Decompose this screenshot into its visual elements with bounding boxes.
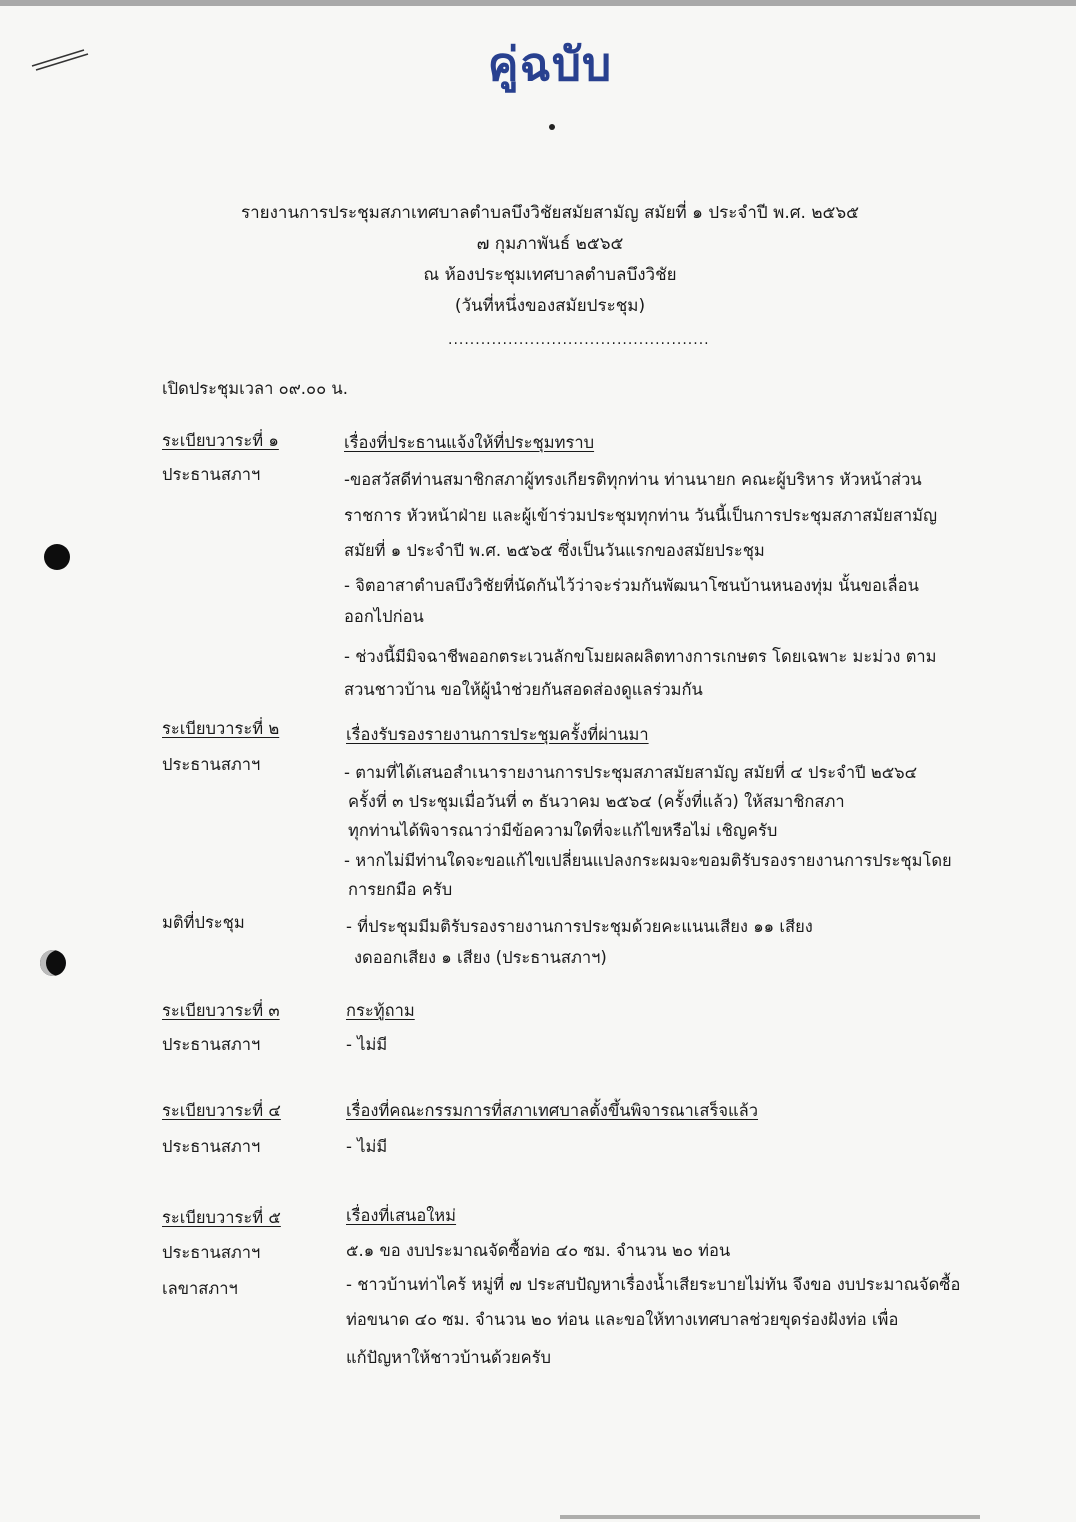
- agenda-2-label: ระเบียบวาระที่ ๒: [162, 719, 280, 738]
- agenda-1-label: ระเบียบวาระที่ ๑: [162, 431, 279, 450]
- agenda-2-line: ทุกท่านได้พิจารณาว่ามีข้อความใดที่จะแก้ไขหรือไม่ เชิญครับ: [348, 821, 778, 840]
- agenda-4-speaker: ประธานสภาฯ: [162, 1137, 261, 1156]
- agenda-1-line: - ช่วงนี้มีมิจฉาชีพออกตระเวนลักขโมยผลผลิตทางการเกษตร โดยเฉพาะ มะม่วง ตาม: [344, 647, 937, 666]
- agenda-2-speaker: ประธานสภาฯ: [162, 755, 261, 774]
- agenda-5-label: ระเบียบวาระที่ ๕: [162, 1208, 281, 1227]
- agenda-5-speaker: ประธานสภาฯ: [162, 1243, 261, 1262]
- agenda-1-line: สมัยที่ ๑ ประจำปี พ.ศ. ๒๕๖๕ ซึ่งเป็นวันแรกของสมัยประชุม: [344, 541, 765, 560]
- agenda-2-line: - ตามที่ได้เสนอสำเนารายงานการประชุมสภาสมัยสามัญ สมัยที่ ๔ ประจำปี ๒๕๖๔: [344, 763, 918, 782]
- agenda-5-line: ท่อขนาด ๔๐ ซม. จำนวน ๒๐ ท่อน และขอให้ทางเทศบาลช่วยขุดร่องฝังท่อ เพื่อ: [346, 1310, 899, 1329]
- document-header: [200, 198, 900, 322]
- resolution-line: งดออกเสียง ๑ เสียง (ประธานสภาฯ): [354, 948, 607, 967]
- agenda-2-line: การยกมือ ครับ: [348, 880, 453, 899]
- header-date: ๗ กุมภาพันธ์ ๒๕๖๕: [476, 234, 624, 254]
- agenda-1-line: ออกไปก่อน: [344, 607, 424, 626]
- header-session: (วันที่หนึ่งของสมัยประชุม): [454, 296, 646, 316]
- punch-hole-icon: [44, 544, 70, 570]
- pen-mark-icon: [30, 40, 94, 74]
- punch-hole-icon: [40, 950, 66, 976]
- agenda-5-line: แก้ปัญหาให้ชาวบ้านด้วยครับ: [346, 1348, 552, 1367]
- resolution-line: - ที่ประชุมมีมติรับรองรายงานการประชุมด้วยคะแนนเสียง ๑๑ เสียง: [346, 917, 813, 936]
- agenda-5-line: - ชาวบ้านท่าไคร้ หมู่ที่ ๗ ประสบปัญหาเรื่องน้ำเสียระบายไม่ทัน จึงขอ งบประมาณจัดซื้อ: [346, 1275, 961, 1294]
- agenda-4-text: - ไม่มี: [346, 1137, 388, 1156]
- dot-mark: [549, 124, 555, 130]
- header-divider: ................................................: [448, 332, 710, 348]
- copy-stamp: คู่ฉบับ: [487, 37, 613, 91]
- header-venue: ณ ห้องประชุมเทศบาลตำบลบึงวิชัย: [423, 265, 677, 285]
- agenda-1-line: -ขอสวัสดีท่านสมาชิกสภาผู้ทรงเกียรติทุกท่าน ท่านนายก คณะผู้บริหาร หัวหน้าส่วน: [344, 470, 922, 489]
- agenda-3-title: กระทู้ถาม: [346, 1001, 415, 1020]
- header-title: รายงานการประชุมสภาเทศบาลตำบลบึงวิชัยสมัยสามัญ สมัยที่ ๑ ประจำปี พ.ศ. ๒๕๖๕: [240, 203, 860, 223]
- open-time: เปิดประชุมเวลา ๐๙.๐๐ น.: [162, 379, 348, 398]
- agenda-2-line: - หากไม่มีท่านใดจะขอแก้ไขเปลี่ยนแปลงกระผมจะขอมติรับรองรายงานการประชุมโดย: [344, 851, 952, 870]
- agenda-2-line: ครั้งที่ ๓ ประชุมเมื่อวันที่ ๓ ธันวาคม ๒๕๖๔ (ครั้งที่แล้ว) ให้สมาชิกสภา: [348, 792, 845, 811]
- agenda-4-title: เรื่องที่คณะกรรมการที่สภาเทศบาลตั้งขึ้นพิจารณาเสร็จแล้ว: [346, 1101, 759, 1120]
- page-bottom-edge: [560, 1515, 980, 1519]
- agenda-5-item: ๕.๑ ขอ งบประมาณจัดซื้อท่อ ๔๐ ซม. จำนวน ๒๐ ท่อน: [346, 1241, 731, 1260]
- agenda-1-line: สวนชาวบ้าน ขอให้ผู้นำช่วยกันสอดส่องดูแลร่วมกัน: [344, 680, 703, 699]
- agenda-5-secretary: เลขาสภาฯ: [162, 1279, 238, 1298]
- agenda-4-label: ระเบียบวาระที่ ๔: [162, 1101, 281, 1120]
- page-top-edge: [0, 0, 1076, 6]
- resolution-label: มติที่ประชุม: [162, 913, 245, 932]
- agenda-1-line: ราชการ หัวหน้าฝ่าย และผู้เข้าร่วมประชุมทุกท่าน วันนี้เป็นการประชุมสภาสมัยสามัญ: [344, 506, 938, 525]
- agenda-2-title: เรื่องรับรองรายงานการประชุมครั้งที่ผ่านมา: [346, 725, 649, 744]
- agenda-3-speaker: ประธานสภาฯ: [162, 1035, 261, 1054]
- agenda-1-speaker: ประธานสภาฯ: [162, 465, 261, 484]
- agenda-1-title: เรื่องที่ประธานแจ้งให้ที่ประชุมทราบ: [344, 433, 595, 452]
- agenda-5-title: เรื่องที่เสนอใหม่: [346, 1206, 457, 1225]
- agenda-3-text: - ไม่มี: [346, 1035, 388, 1054]
- agenda-3-label: ระเบียบวาระที่ ๓: [162, 1001, 280, 1020]
- agenda-1-line: - จิตอาสาตำบลบึงวิชัยที่นัดกันไว้ว่าจะร่วมกันพัฒนาโซนบ้านหนองทุ่ม นั้นขอเลื่อน: [344, 576, 919, 595]
